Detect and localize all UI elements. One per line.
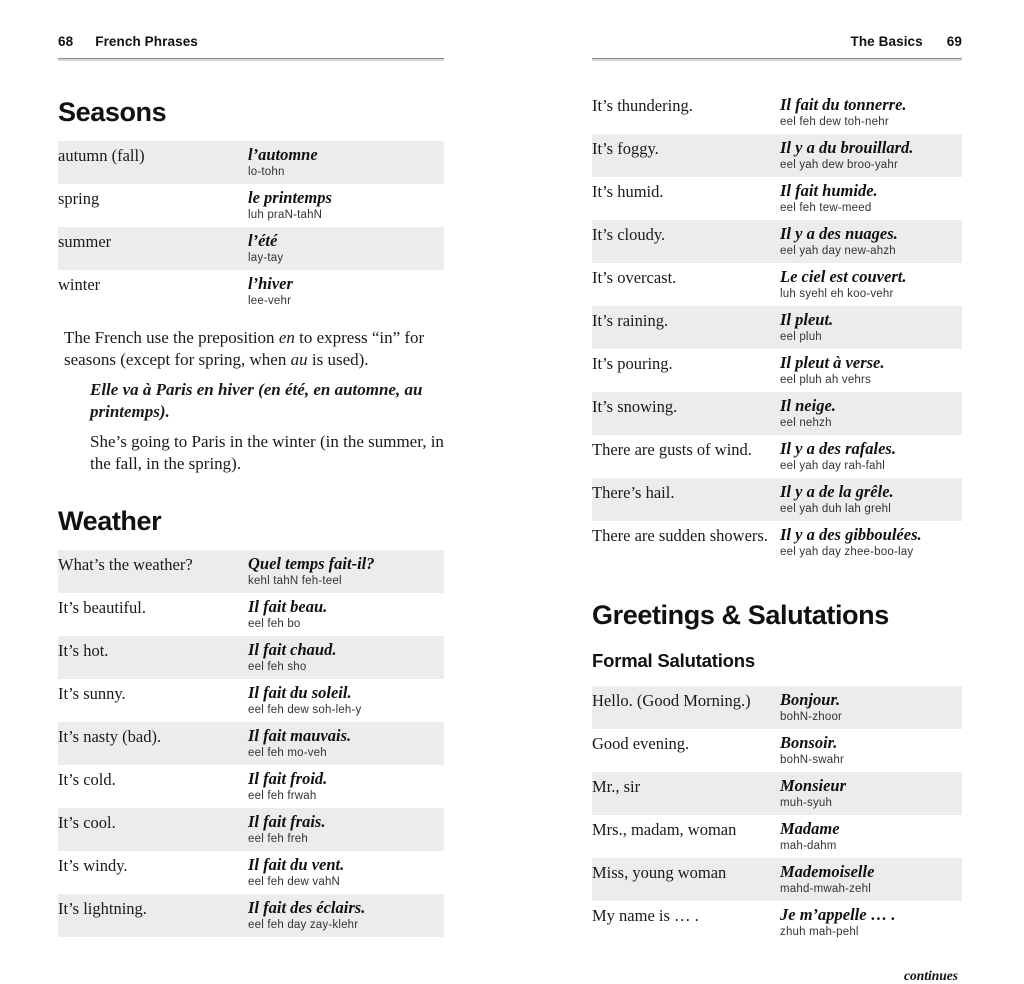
phrase-english: It’s raining. [592, 306, 780, 349]
phrase-english: It’s lightning. [58, 894, 248, 937]
weather-heading: Weather [58, 506, 162, 536]
phrase-pronunciation: bohN-zhoor [780, 711, 843, 723]
phrase-english: It’s cloudy. [592, 220, 780, 263]
phrase-french: Madame [780, 819, 840, 838]
phrase-row [58, 270, 444, 313]
page-number-left: 68 [58, 34, 74, 49]
phrase-row [592, 392, 962, 435]
phrase-english: Miss, young woman [592, 858, 780, 901]
phrase-pronunciation: eel yah dew broo-yahr [780, 159, 898, 171]
page-number-right: 69 [946, 34, 962, 49]
phrase-french: Il fait des éclairs. [248, 898, 366, 917]
phrase-english: There are sudden showers. [592, 526, 768, 545]
phrase-french-cell [248, 270, 444, 313]
phrase-pronunciation: eel feh dew vahN [248, 876, 341, 888]
phrase-english: It’s sunny. [58, 684, 126, 703]
phrase-french-cell [780, 220, 962, 263]
phrase-row [592, 858, 962, 901]
phrase-french: Il fait frais. [248, 812, 326, 831]
phrase-english: It’s cool. [58, 808, 248, 851]
phrase-pronunciation: mahd-mwah-zehl [780, 883, 871, 895]
phrase-french: l’été [248, 231, 278, 250]
phrase-row [592, 306, 962, 349]
phrase-french: Bonjour. [780, 690, 841, 709]
phrase-english: Hello. (Good Morning.) [592, 686, 780, 729]
phrase-french: Il y a de la grêle. [780, 482, 894, 501]
phrase-french: l’hiver [248, 274, 293, 293]
phrase-pronunciation: eel feh dew soh-leh-y [248, 704, 362, 716]
phrase-english: It’s nasty (bad). [58, 722, 248, 765]
phrase-french-cell [780, 349, 962, 392]
phrase-french-cell [248, 550, 444, 593]
weather-table-body [58, 550, 444, 937]
right-page-column [512, 0, 1024, 983]
phrase-pronunciation: kehl tahN feh-teel [248, 575, 342, 587]
weather-continued-table [592, 91, 962, 564]
phrase-french: le printemps [248, 188, 332, 207]
phrase-row [592, 177, 962, 220]
phrase-french-cell [248, 227, 444, 270]
phrase-pronunciation: eel feh sho [248, 661, 307, 673]
phrase-row [592, 478, 962, 521]
phrase-french-cell [780, 177, 962, 220]
seasons-example-french: Elle va à Paris en hiver (en été, en automne, au printemps). [90, 380, 423, 421]
phrase-pronunciation: eel nehzh [780, 417, 832, 429]
phrase-english: It’s cold. [58, 770, 116, 789]
phrase-row [592, 349, 962, 392]
phrase-pronunciation: eel feh tew-meed [780, 202, 872, 214]
phrase-pronunciation: muh-syuh [780, 797, 833, 809]
phrase-english: It’s pouring. [592, 354, 673, 373]
phrase-french-cell [248, 593, 444, 636]
phrase-pronunciation: eel yah day new-ahzh [780, 245, 896, 257]
note-emphasis-en: en [278, 328, 295, 347]
phrase-pronunciation: lay-tay [248, 252, 284, 264]
phrase-pronunciation: eel feh frwah [248, 790, 317, 802]
phrase-english: It’s humid. [592, 182, 664, 201]
phrase-row [592, 815, 962, 858]
phrase-english: Mr., sir [592, 772, 780, 815]
phrase-english: There’s hail. [592, 478, 780, 521]
note-text-1: The French use the preposition [64, 328, 279, 347]
phrase-english: It’s foggy. [592, 134, 780, 177]
phrase-row [58, 851, 444, 894]
phrase-french-cell [248, 765, 444, 808]
running-title-left: French Phrases [95, 34, 198, 49]
phrase-row [58, 593, 444, 636]
phrase-french-cell [780, 392, 962, 435]
phrase-pronunciation: luh praN-tahN [248, 209, 323, 221]
phrase-row [58, 550, 444, 593]
running-head-right [592, 34, 962, 52]
phrase-row [58, 227, 444, 270]
phrase-french: Il y a des rafales. [780, 439, 896, 458]
continues-label: continues [903, 968, 958, 983]
phrase-pronunciation: luh syehl eh koo-vehr [780, 288, 894, 300]
phrase-french: Il pleut. [780, 310, 834, 329]
phrase-english: What’s the weather? [58, 550, 248, 593]
phrase-pronunciation: eel yah day zhee-boo-lay [780, 546, 914, 558]
phrase-french-cell [780, 91, 962, 134]
phrase-pronunciation: lee-vehr [248, 295, 292, 307]
phrase-pronunciation: eel feh day zay-klehr [248, 919, 359, 931]
phrase-row [592, 729, 962, 772]
note-text-3: is used). [307, 349, 369, 369]
phrase-pronunciation: eel feh dew toh-nehr [780, 116, 889, 128]
phrase-row [592, 686, 962, 729]
phrase-row [592, 435, 962, 478]
phrase-english: There are gusts of wind. [592, 440, 752, 459]
seasons-example-english: She’s going to Paris in the winter (in the summer, in the fall, in the spring). [90, 432, 444, 473]
phrase-row [592, 772, 962, 815]
phrase-french: Monsieur [780, 776, 847, 795]
phrase-english: summer [58, 227, 248, 270]
phrase-pronunciation: eel yah day rah-fahl [780, 460, 886, 472]
phrase-french-cell [780, 435, 962, 478]
note-text-2: to express “in” for seasons (except for spring, when [64, 328, 425, 369]
phrase-french-cell [248, 141, 444, 184]
phrase-french-cell [780, 263, 962, 306]
phrase-pronunciation: bohN-swahr [780, 754, 844, 766]
phrase-row [58, 141, 444, 184]
phrase-english: It’s windy. [58, 856, 128, 875]
phrase-french: Il fait beau. [248, 597, 328, 616]
phrase-row [592, 521, 962, 564]
phrase-french: Il y a des gibboulées. [780, 525, 922, 544]
phrase-english: winter [58, 275, 101, 294]
phrase-pronunciation: eel feh freh [248, 833, 308, 845]
phrase-english: My name is … . [592, 906, 699, 925]
phrase-row [58, 184, 444, 227]
formal-salutations-heading: Formal Salutations [592, 650, 755, 671]
seasons-table [58, 141, 444, 313]
seasons-heading: Seasons [58, 97, 167, 127]
phrase-french: Il fait du tonnerre. [780, 95, 907, 114]
phrase-english: It’s hot. [58, 636, 248, 679]
phrase-french-cell [248, 851, 444, 894]
phrase-pronunciation: lo-tohn [248, 166, 285, 178]
phrase-french: Il fait froid. [248, 769, 328, 788]
phrase-english: spring [58, 189, 100, 208]
phrase-row [58, 722, 444, 765]
phrase-french: Bonsoir. [780, 733, 838, 752]
phrase-french-cell [780, 772, 962, 815]
phrase-french-cell [248, 636, 444, 679]
weather-continued-table-body [592, 91, 962, 564]
phrase-english: It’s snowing. [592, 392, 780, 435]
greetings-heading: Greetings & Salutations [592, 600, 889, 630]
phrase-pronunciation: eel pluh ah vehrs [780, 374, 871, 386]
formal-salutations-table-body [592, 686, 962, 944]
phrase-row [58, 765, 444, 808]
phrase-french-cell [248, 722, 444, 765]
phrase-french: Mademoiselle [780, 862, 875, 881]
phrase-french-cell [780, 815, 962, 858]
phrase-row [58, 894, 444, 937]
phrase-pronunciation: eel feh bo [248, 618, 301, 630]
phrase-french: Le ciel est couvert. [780, 267, 907, 286]
phrase-french-cell [780, 858, 962, 901]
running-title-right: The Basics [850, 34, 923, 49]
phrase-french: Il fait du vent. [248, 855, 345, 874]
phrase-french-cell [248, 808, 444, 851]
phrase-english: Good evening. [592, 734, 690, 753]
phrase-english: It’s overcast. [592, 268, 677, 287]
phrase-french-cell [780, 478, 962, 521]
phrase-row [58, 679, 444, 722]
phrase-french-cell [780, 901, 962, 944]
phrase-pronunciation: eel feh mo-veh [248, 747, 327, 759]
phrase-row [592, 134, 962, 177]
phrase-french: l’automne [248, 145, 318, 164]
phrase-pronunciation: eel pluh [780, 331, 822, 343]
header-rule-left [58, 58, 444, 61]
seasons-note [58, 327, 444, 370]
phrase-french: Il y a du brouillard. [780, 138, 914, 157]
phrase-french-cell [780, 521, 962, 564]
phrase-french-cell [780, 729, 962, 772]
left-page-column [0, 0, 512, 931]
phrase-english: Mrs., madam, woman [592, 820, 737, 839]
phrase-french: Il neige. [780, 396, 836, 415]
phrase-pronunciation: mah-dahm [780, 840, 837, 852]
weather-table [58, 550, 444, 937]
phrase-row [58, 808, 444, 851]
phrase-french-cell [780, 134, 962, 177]
phrase-french-cell [248, 894, 444, 937]
phrase-row [592, 91, 962, 134]
phrase-english: autumn (fall) [58, 141, 248, 184]
phrase-french: Quel temps fait-il? [248, 554, 375, 573]
phrase-french-cell [780, 306, 962, 349]
phrase-french-cell [248, 184, 444, 227]
formal-salutations-table [592, 686, 962, 944]
phrase-french: Il y a des nuages. [780, 224, 898, 243]
phrase-french-cell [780, 686, 962, 729]
phrase-english: It’s beautiful. [58, 598, 146, 617]
phrase-french: Il fait humide. [780, 181, 878, 200]
phrase-pronunciation: zhuh mah-pehl [780, 926, 859, 938]
running-head-left [58, 34, 444, 52]
phrase-row [592, 901, 962, 944]
phrase-french: Il pleut à verse. [780, 353, 885, 372]
phrase-row [592, 220, 962, 263]
phrase-french: Il fait mauvais. [248, 726, 352, 745]
phrase-pronunciation: eel yah duh lah grehl [780, 503, 891, 515]
phrase-french: Il fait chaud. [248, 640, 337, 659]
seasons-table-body [58, 141, 444, 313]
note-emphasis-au: au [290, 349, 308, 369]
phrase-english: It’s thundering. [592, 96, 693, 115]
phrase-french: Il fait du soleil. [248, 683, 352, 702]
phrase-row [58, 636, 444, 679]
phrase-french: Je m’appelle … . [780, 905, 896, 924]
phrase-french-cell [248, 679, 444, 722]
phrase-row [592, 263, 962, 306]
